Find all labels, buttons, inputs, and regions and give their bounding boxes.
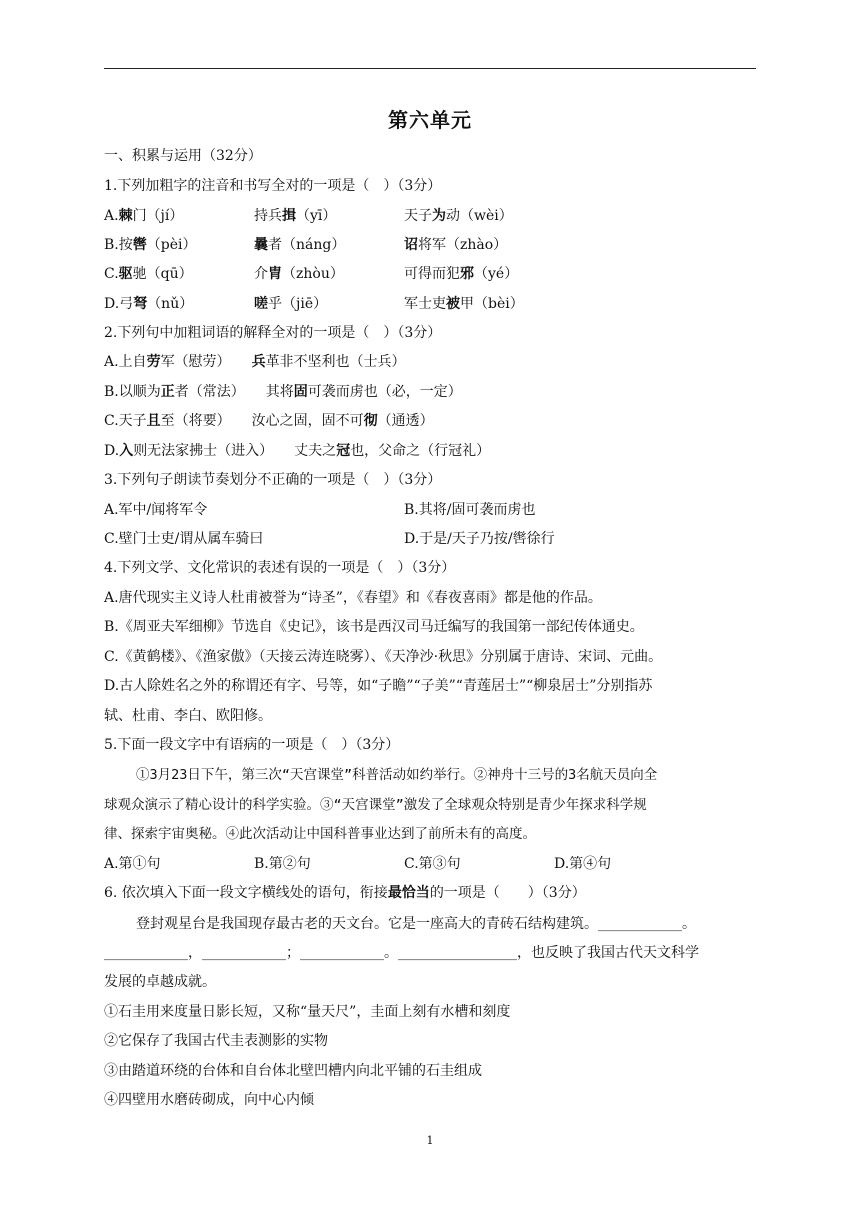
q1-b-2: 曩者（náng） — [254, 237, 346, 253]
q4-option-d-line2: 轼、杜甫、李白、欧阳修。 — [104, 708, 272, 724]
q6-passage-line1: 登封观星台是我国现存最古老的天文台。它是一座高大的青砖石结构建筑。____________。 — [136, 916, 696, 932]
q5-option-a: A.第①句 — [104, 856, 161, 872]
q1-d-1: D.弓弩（nǔ） — [104, 296, 194, 312]
q1-stem: 1.下列加粗字的注音和书写全对的一项是（ ）（3分） — [104, 178, 442, 194]
q5-passage-line1: ①3月23日下午，第三次“天宫课堂”科普活动如约举行。②神舟十三号的3名航天员向全 — [136, 767, 658, 783]
q1-a-2: 持兵揖（yī） — [254, 208, 337, 224]
q1-b-1: B.按辔（pèi） — [104, 237, 197, 253]
q5-option-c: C.第③句 — [404, 856, 461, 872]
q3-option-a: A.军中/闻将军令 — [104, 502, 208, 518]
q2-option-d: D.入则无法家拂士（进入） 丈夫之冠也，父命之（行冠礼） — [104, 443, 491, 459]
q1-d-2: 嗟乎（jiē） — [254, 296, 328, 312]
q2-stem: 2.下列句中加粗词语的解释全对的一项是（ ）（3分） — [104, 325, 442, 341]
q6-item-2: ②它保存了我国古代圭表测影的实物 — [104, 1033, 328, 1049]
q2-option-a: A.上自劳军（慰劳） 兵革非不坚利也（士兵） — [104, 354, 406, 370]
q6-passage-line2: ____________，____________；____________。_________________，也反映了我国古代天文科学 — [104, 945, 699, 961]
page-title: 第六单元 — [388, 108, 472, 132]
q4-option-b: B.《周亚夫军细柳》节选自《史记》，该书是西汉司马迁编写的我国第一部纪传体通史。 — [104, 619, 644, 635]
q2-option-c: C.天子且至（将要） 汝心之固，固不可彻（通透） — [104, 413, 434, 429]
q1-c-2: 介胄（zhòu） — [254, 266, 344, 282]
q1-a-1: A.棘门（jí） — [104, 208, 184, 224]
q1-d-3: 军士吏被甲（bèi） — [404, 296, 524, 312]
q3-stem: 3.下列句子朗读节奏划分不正确的一项是（ ）（3分） — [104, 472, 442, 488]
q4-option-a: A.唐代现实主义诗人杜甫被誉为“诗圣”，《春望》和《春夜喜雨》都是他的作品。 — [104, 590, 602, 606]
q5-option-b: B.第②句 — [254, 856, 311, 872]
q6-passage-line3: 发展的卓越成就。 — [104, 974, 216, 990]
q6-item-3: ③由踏道环绕的台体和自台体北壁凹槽内向北平铺的石圭组成 — [104, 1063, 482, 1079]
header-rule — [104, 68, 756, 69]
q1-b-3: 诏将军（zhào） — [404, 237, 508, 253]
q2-option-b: B.以顺为正者（常法） 其将固可袭而虏也（必，一定） — [104, 384, 462, 400]
q6-stem: 6. 依次填入下面一段文字横线处的语句，衔接最恰当的一项是（ ）（3分） — [104, 885, 586, 901]
q1-c-1: C.驱驰（qū） — [104, 266, 193, 282]
q1-a-3: 天子为动（wèi） — [404, 208, 513, 224]
page-number: 1 — [426, 1134, 434, 1147]
section-heading: 一、积累与运用（32分） — [104, 148, 262, 164]
q3-option-b: B.其将/固可袭而虏也 — [404, 502, 536, 518]
q6-item-1: ①石圭用来度量日影长短，又称“量天尺”，圭面上刻有水槽和刻度 — [104, 1004, 511, 1020]
q4-option-d-line1: D.古人除姓名之外的称谓还有字、号等，如“子瞻”“子美”“青莲居士”“柳泉居士”分别指苏 — [104, 678, 653, 694]
q1-c-3: 可得而犯邪（yé） — [404, 266, 519, 282]
q5-stem: 5.下面一段文字中有语病的一项是（ ）（3分） — [104, 737, 400, 753]
q4-option-c: C.《黄鹤楼》、《渔家傲》（天接云涛连晓雾）、《天净沙·秋思》分别属于唐诗、宋词、元曲。 — [104, 649, 663, 665]
q4-stem: 4.下列文学、文化常识的表述有误的一项是（ ）（3分） — [104, 560, 456, 576]
q5-option-d: D.第④句 — [554, 856, 612, 872]
q3-option-c: C.壁门士吏/谓从属车骑曰 — [104, 531, 264, 547]
q5-passage-line3: 律、探索宇宙奥秘。④此次活动让中国科普事业达到了前所未有的高度。 — [104, 826, 536, 842]
q6-item-4: ④四壁用水磨砖砌成，向中心内倾 — [104, 1092, 314, 1108]
q3-option-d: D.于是/天子乃按/辔徐行 — [404, 531, 555, 547]
q5-passage-line2: 球观众演示了精心设计的科学实验。③“天宫课堂”激发了全球观众特别是青少年探求科学规 — [104, 797, 647, 813]
